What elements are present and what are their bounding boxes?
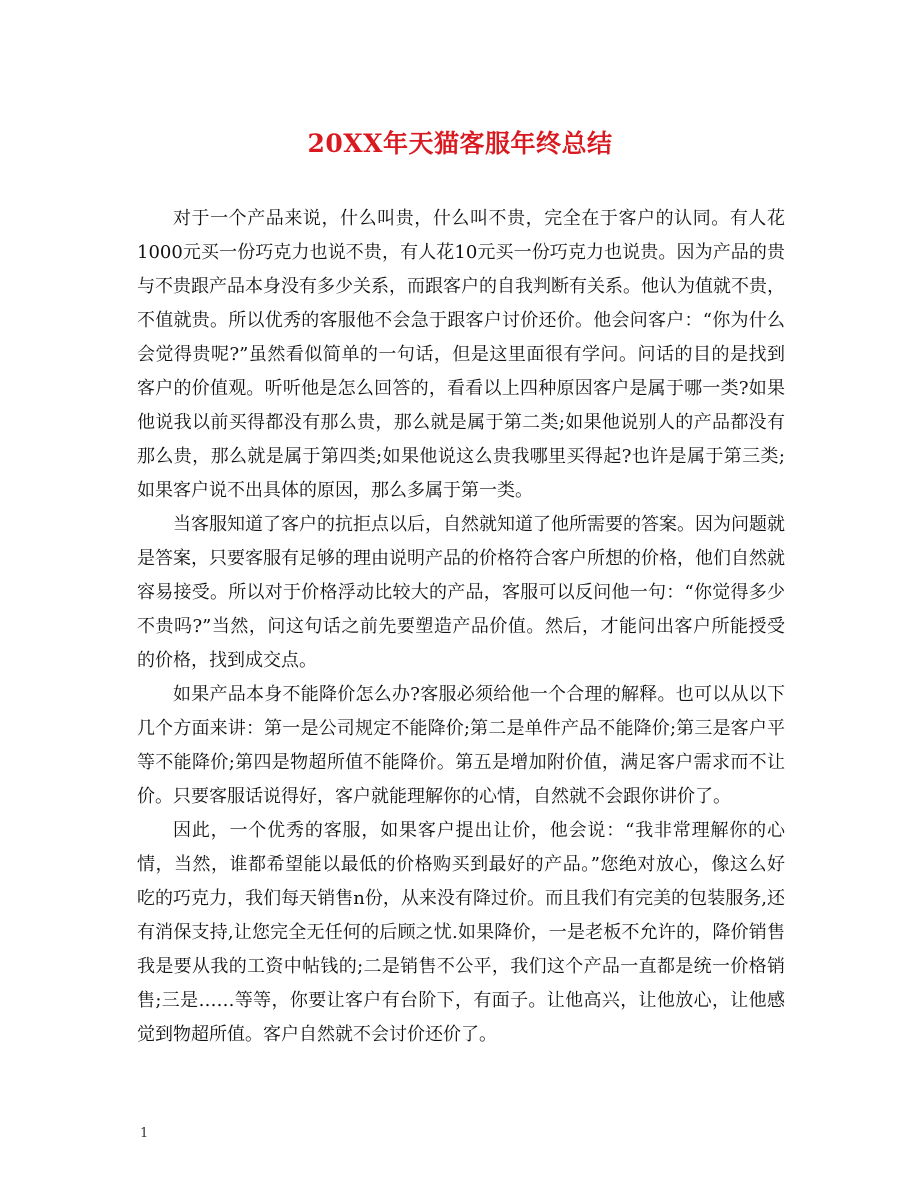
paragraph-4: 因此，一个优秀的客服，如果客户提出让价，他会说：“我非常理解你的心情，当然，谁都希望能以最低的价格购买到最好的产品。”您绝对放心，像这么好吃的巧克力，我们每天销售n份，从来没有降过价。而且我们有完美的包装服务,还有消保支持,让您完全无任何的后顾之忧.如果降价，一是老板不允许的，降价销售我是要从我的工资中帖钱的;二是销售不公平，我们这个产品一直都是统一价格销售;三是……等等，你要让客户有台阶下，有面子。让他高兴，让他放心，让他感觉到物超所值。客户自然就不会讨价还价了。 — [137, 820, 785, 1045]
paragraph-1: 对于一个产品来说，什么叫贵，什么叫不贵，完全在于客户的认同。有人花1000元买一份巧克力也说不贵，有人花10元买一份巧克力也说贵。因为产品的贵与不贵跟产品本身没有多少关系，而跟客户的自我判断有关系。他认为值就不贵，不值就贵。所以优秀的客服他不会急于跟客户讨价还价。他会问客户：“你为什么会觉得贵呢?”虽然看似简单的一句话，但是这里面很有学问。问话的目的是找到客户的价值观。听听他是怎么回答的，看看以上四种原因客户是属于哪一类?如果他说我以前买得都没有那么贵，那么就是属于第二类;如果他说别人的产品都没有那么贵，那么就是属于第四类;如果他说这么贵我哪里买得起?也许是属于第三类;如果客户说不出具体的原因，那么多属于第一类。 — [137, 208, 785, 501]
paragraph-2: 当客服知道了客户的抗拒点以后，自然就知道了他所需要的答案。因为问题就是答案，只要客服有足够的理由说明产品的价格符合客户所想的价格，他们自然就容易接受。所以对于价格浮动比较大的产品，客服可以反问他一句：“你觉得多少不贵吗?”当然，问这句话之前先要塑造产品价值。然后，才能问出客户所能授受的价格，找到成交点。 — [137, 514, 785, 671]
page-number: 1 — [140, 1126, 149, 1141]
document-body — [137, 202, 785, 1052]
document-title: 20XX年天猫客服年终总结 — [307, 129, 613, 158]
paragraph-3: 如果产品本身不能降价怎么办?客服必须给他一个合理的解释。也可以从以下几个方面来讲：第一是公司规定不能降价;第二是单件产品不能降价;第三是客户平等不能降价;第四是物超所值不能降价。第五是增加附价值，满足客户需求而不让价。只要客服话说得好，客户就能理解你的心情，自然就不会跟你讲价了。 — [137, 684, 785, 807]
